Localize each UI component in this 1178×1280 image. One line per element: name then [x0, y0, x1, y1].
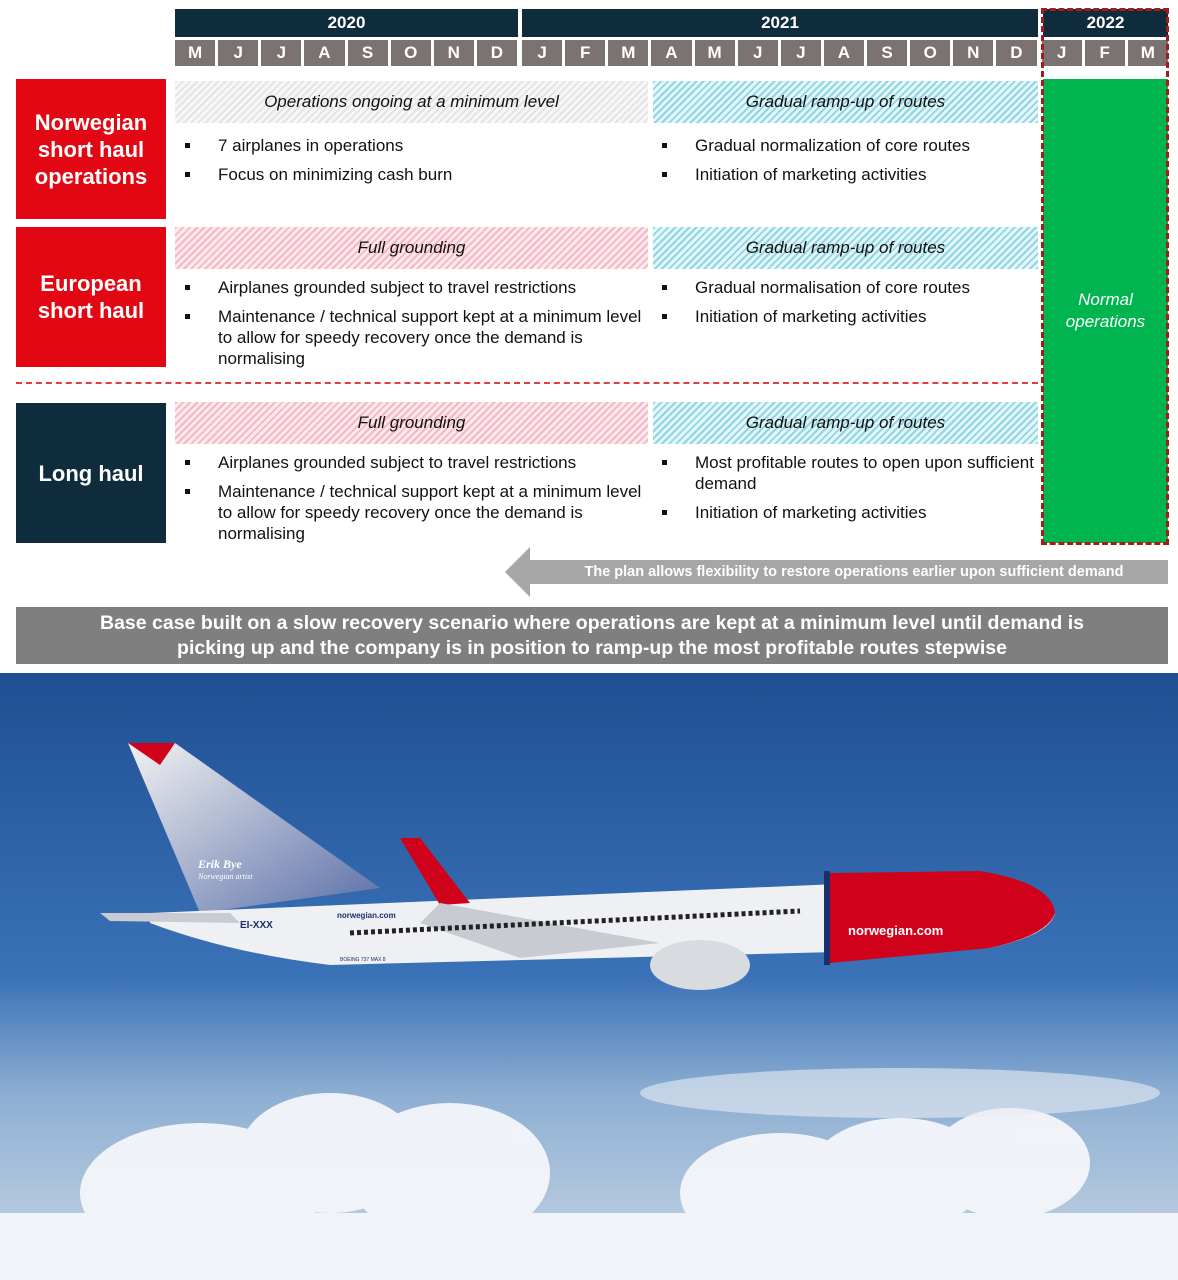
year-2021: 2021 [522, 9, 1038, 37]
month-cell: S [867, 40, 907, 66]
row-separator [16, 382, 1038, 384]
month-cell: F [565, 40, 605, 66]
bullet: Initiation of marketing activities [652, 306, 1038, 327]
month-cell: J [218, 40, 258, 66]
normal-operations-text: Normal operations [1065, 290, 1146, 331]
phase-bar-grounding: Full grounding [175, 402, 648, 444]
bullet: Gradual normalization of core routes [652, 135, 1038, 156]
bullet: Airplanes grounded subject to travel restrictions [175, 277, 645, 298]
row-label-norwegian-short-haul: Norwegian short haul operations [16, 79, 166, 219]
phase-bar-rampup: Gradual ramp-up of routes [653, 402, 1038, 444]
month-cell: M [695, 40, 735, 66]
month-cell: D [996, 40, 1036, 66]
bullet: Maintenance / technical support kept at a minimum level to allow for speedy recovery once the demand is normalising [175, 481, 645, 544]
bullet-list [652, 135, 1038, 193]
row-label-european-short-haul: European short haul [16, 227, 166, 367]
month-cell: J [738, 40, 778, 66]
2022-highlight-frame [1041, 8, 1169, 545]
bullet: Initiation of marketing activities [652, 502, 1038, 523]
svg-text:Norwegian artist: Norwegian artist [198, 872, 253, 881]
bullet-list [175, 452, 645, 552]
phase-bar-minimum: Operations ongoing at a minimum level [175, 81, 648, 123]
month-cell: A [651, 40, 691, 66]
month-cell: A [304, 40, 344, 66]
phase-bar-grounding: Full grounding [175, 227, 648, 269]
month-cell: N [434, 40, 474, 66]
svg-text:norwegian.com: norwegian.com [337, 911, 396, 920]
month-cell: J [1042, 40, 1082, 66]
month-cell: M [608, 40, 648, 66]
svg-text:BOEING 737 MAX 8: BOEING 737 MAX 8 [340, 957, 386, 963]
month-cell: J [781, 40, 821, 66]
year-2020: 2020 [175, 9, 518, 37]
month-cell: M [1128, 40, 1168, 66]
month-cell: J [522, 40, 562, 66]
bullet-list [652, 277, 1038, 335]
svg-text:EI-XXX: EI-XXX [240, 920, 273, 931]
month-row [175, 40, 1168, 66]
bullet: Initiation of marketing activities [652, 164, 1038, 185]
svg-text:norwegian.com: norwegian.com [848, 923, 944, 938]
bullet-list [175, 277, 645, 377]
month-cell: N [953, 40, 993, 66]
bullet: 7 airplanes in operations [175, 135, 645, 156]
bullet: Airplanes grounded subject to travel restrictions [175, 452, 645, 473]
month-cell: D [477, 40, 517, 66]
svg-text:Erik Bye: Erik Bye [198, 857, 242, 871]
row-label-long-haul: Long haul [16, 403, 166, 543]
bullet: Most profitable routes to open upon sufficient demand [652, 452, 1038, 494]
phase-bar-rampup: Gradual ramp-up of routes [653, 227, 1038, 269]
bullet: Maintenance / technical support kept at a minimum level to allow for speedy recovery once the demand is normalising [175, 306, 645, 369]
bullet: Focus on minimizing cash burn [175, 164, 645, 185]
arrow-text: The plan allows flexibility to restore operations earlier upon sufficient demand [584, 564, 1124, 580]
summary-banner [16, 607, 1168, 664]
month-cell: F [1085, 40, 1125, 66]
year-2022: 2022 [1043, 9, 1168, 37]
bullet: Gradual normalisation of core routes [652, 277, 1038, 298]
month-cell: O [391, 40, 431, 66]
phase-bar-rampup: Gradual ramp-up of routes [653, 81, 1038, 123]
month-cell: M [175, 40, 215, 66]
bullet-list [652, 452, 1038, 531]
bullet-list [175, 135, 645, 193]
month-cell: S [348, 40, 388, 66]
airplane-photo [0, 673, 1178, 1280]
month-cell: J [261, 40, 301, 66]
month-cell: O [910, 40, 950, 66]
summary-text: Base case built on a slow recovery scenario where operations are kept at a minimum level until demand is picking up and the company is in position to ramp-up the most profitable routes stepwise [99, 611, 1085, 659]
month-cell: A [824, 40, 864, 66]
